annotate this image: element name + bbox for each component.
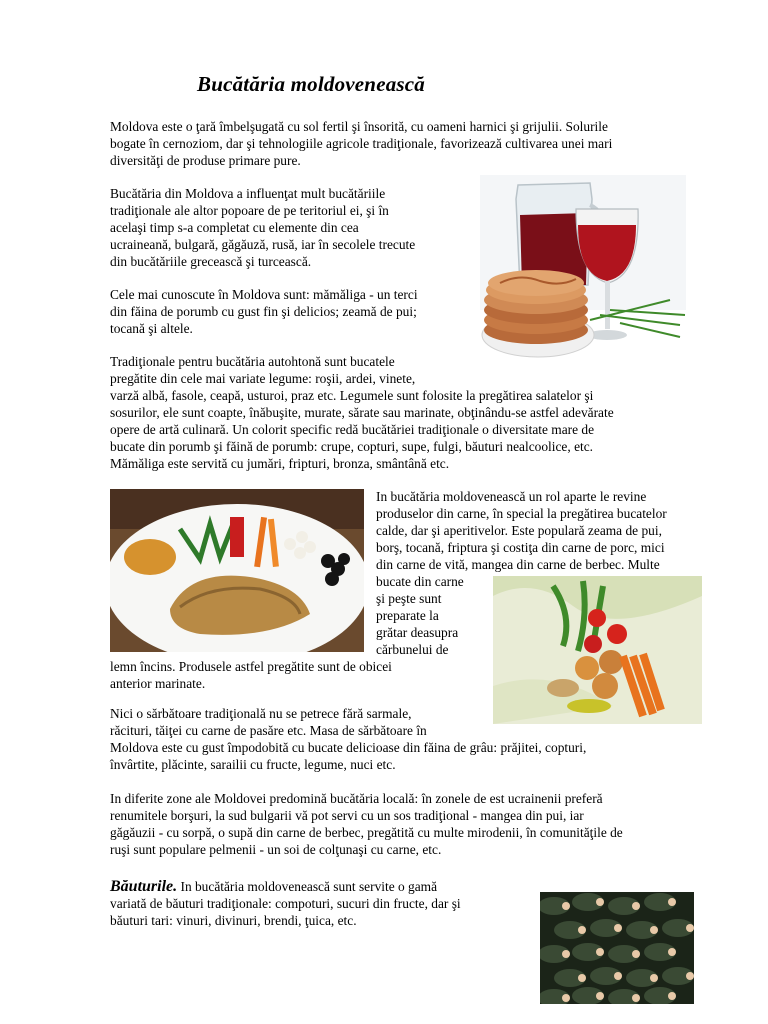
text-line: bucate din carne bbox=[376, 574, 464, 589]
text-line: din făina de porumb cu gust fin şi delicios; zeamă de pui; bbox=[110, 304, 417, 319]
text-line: găgăuzii - cu sorpă, o supă din carne de berbec, pregătită cu multe mirodenii, în comunităţile de bbox=[110, 825, 623, 840]
text-line: anterior marinate. bbox=[110, 676, 206, 691]
text-line: opere de artă culinară. Un colorit specific redă bucătăriei tradiţionale o diversitate mare de bbox=[110, 422, 595, 437]
text-line: ucraineană, bulgară, găgăuză, rusă, iar în secolele trecute bbox=[110, 237, 416, 252]
text-line: cărbunelui de bbox=[376, 642, 449, 657]
text-line: varză albă, fasole, ceapă, usturoi, praz etc. Legumele sunt folosite la pregătirea salatelor şi bbox=[110, 388, 594, 403]
text-line bbox=[110, 878, 461, 895]
text-line: lemn încins. Produsele astfel pregătite sunt de obicei bbox=[110, 659, 392, 674]
text-line: din bucătăriile grecească şi turcească. bbox=[110, 254, 312, 269]
wine-bottles-image bbox=[540, 892, 694, 1004]
wine-bread-image bbox=[480, 175, 686, 362]
text-line: din carne de vită, mangea din carne de berbec. Multe bbox=[376, 557, 660, 572]
vegetables-image bbox=[493, 576, 702, 724]
text-line: ruşi sunt populare pelmenii - un soi de colţunaşi cu carne, etc. bbox=[110, 842, 442, 857]
paragraph-meat-narrow bbox=[376, 573, 464, 658]
paragraph-vegetables bbox=[110, 353, 614, 472]
fish-dish-image bbox=[110, 489, 364, 652]
text-line: borş, tocană, friptura şi costiţa din carne de porc, mici bbox=[376, 540, 665, 555]
paragraph-known-dishes bbox=[110, 286, 418, 337]
text-line: bogate în cernoziom, dar şi tehnologiile agricole tradiţionale, favorizează cultivarea unei mari bbox=[110, 136, 613, 151]
text-line: renumitele borşuri, la sud bulgarii vă pot servi cu un sos tradiţional - mangea din pui, iar bbox=[110, 808, 584, 823]
beverages-first-line: In bucătăria moldovenească sunt servite o gamă bbox=[177, 879, 438, 894]
wine-bread-illustration bbox=[480, 175, 686, 362]
text-line: In bucătăria moldovenească un rol aparte le revine bbox=[376, 489, 647, 504]
text-line: tradiţionale ale altor popoare de pe teritoriul ei, şi în bbox=[110, 203, 389, 218]
page-title: Bucătăria moldovenească bbox=[197, 72, 426, 96]
text-line: Moldova este cu gust împodobită cu bucate delicioase din făina de grâu: prăjitei, copturi, bbox=[110, 740, 587, 755]
vegetables-illustration bbox=[493, 576, 702, 724]
text-line: şi peşte sunt bbox=[376, 591, 442, 606]
text-line: învârtite, plăcinte, sarailii cu fructe, legume, nuci etc. bbox=[110, 757, 396, 772]
text-line: tocană şi altele. bbox=[110, 321, 193, 336]
text-line: calde, dar şi aperitivelor. Este populară zeama de pui, bbox=[376, 523, 662, 538]
text-line: băuturi tari: vinuri, divinuri, brendi, ţuica, etc. bbox=[110, 913, 357, 928]
text-line: sosurilor, ele sunt coapte, înăbuşite, murate, sărate sau marinate, obţinându-se astfel adevărate bbox=[110, 405, 614, 420]
paragraph-meat bbox=[376, 488, 667, 573]
text-line: acelaşi timp s-a completat cu elemente din cea bbox=[110, 220, 359, 235]
text-line: Moldova este o ţară îmbelşugată cu sol fertil şi însorită, cu oameni harnici şi grijulii. Solurile bbox=[110, 119, 608, 134]
text-line: In diferite zone ale Moldovei predomină bucătăria locală: în zonele de est ucrainenii preferă bbox=[110, 791, 603, 806]
text-line: variată de băuturi tradiţionale: compoturi, sucuri din fructe, dar şi bbox=[110, 896, 461, 911]
beverages-heading: Băuturile. bbox=[110, 878, 178, 895]
text-line: diversităţi de produse primare pure. bbox=[110, 153, 301, 168]
text-line: răcituri, tăiţei cu carne de pasăre etc. Masa de sărbătoare în bbox=[110, 723, 427, 738]
text-line: Nici o sărbătoare tradiţională nu se petrece fără sarmale, bbox=[110, 706, 412, 721]
wine-bottles-illustration bbox=[540, 892, 694, 1004]
paragraph-intro bbox=[110, 118, 612, 169]
paragraph-regions bbox=[110, 790, 623, 858]
text-line: bucate din porumb şi făină de porumb: crupe, copturi, supe, fulgi, băuturi nealcoolice, etc. bbox=[110, 439, 594, 454]
fish-dish-illustration bbox=[110, 489, 364, 652]
text-line: Cele mai cunoscute în Moldova sunt: mămăliga - un terci bbox=[110, 287, 418, 302]
text-line: Mămăliga este servită cu jumări, fripturi, bronza, smântână etc. bbox=[110, 456, 450, 471]
text-line: preparate la bbox=[376, 608, 439, 623]
paragraph-influences bbox=[110, 185, 415, 270]
text-line: Bucătăria din Moldova a influenţat mult bucătăriile bbox=[110, 186, 386, 201]
text-line: grătar deasupra bbox=[376, 625, 459, 640]
text-line: pregătite din cele mai variate legume: roşii, ardei, vinete, bbox=[110, 371, 416, 386]
text-line: produselor din carne, în special la pregătirea bucatelor bbox=[376, 506, 667, 521]
paragraph-meat-end bbox=[110, 658, 392, 692]
text-line: Tradiţionale pentru bucătăria autohtonă sunt bucatele bbox=[110, 354, 395, 369]
paragraph-beverages bbox=[110, 878, 461, 929]
